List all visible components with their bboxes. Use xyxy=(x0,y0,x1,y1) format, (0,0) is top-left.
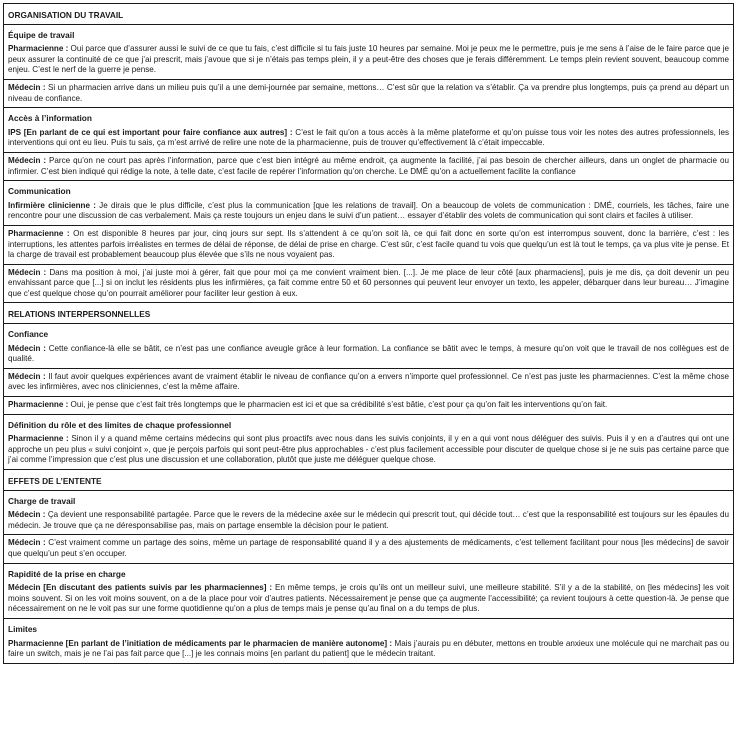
quote-text: Parce qu’on ne court pas après l’information, parce que c’est bien intégré au même endroit, ça augmente la facilité, j’ai pas besoin de chercher ailleurs, dans un onglet de pharmacie ou infirmier. C’est bien indiqué qui rédige la note, à telle date, c’est facile de repérer l’information qu’on cherche. Le DMÉ qu’on a actuellement facilite la confiance xyxy=(8,155,729,176)
quote-speaker: Médecin : xyxy=(8,371,46,381)
quote-speaker: Pharmacienne : xyxy=(8,400,69,410)
quote-speaker: IPS [En parlant de ce qui est important pour faire confiance aux autres] : xyxy=(8,127,293,137)
quote-row xyxy=(3,226,734,265)
quote-text: On est disponible 8 heures par jour, cinq jours sur sept. Ils s’attendent à ce qu’on soit là, ce qui fait donc en sorte qu’on est interrompus souvent, donc la barrière, c’est : les interruptions, les attentes parfois irréalistes en termes de délai de réponse, de délai de prise en charge. C’est sûr, c’est facile quand tu vois que quelqu’un est là tout le temps, ça va plus vite je pense. Et la charge de travail est probablement beaucoup plus élevée que s’ils ne nous voyaient pas. xyxy=(8,228,729,260)
quote-speaker: Pharmacienne : xyxy=(8,228,70,238)
subsection-heading: Définition du rôle et des limites de chaque professionnel xyxy=(3,415,734,432)
section-heading: ORGANISATION DU TRAVAIL xyxy=(3,4,734,25)
quote-speaker: Médecin : xyxy=(8,510,46,520)
quote-speaker: Pharmacienne [En parlant de l’initiation de médicaments par le pharmacien de manière autonome] : xyxy=(8,638,393,648)
quote-row xyxy=(3,636,734,664)
quote-text: C’est le fait qu’on a tous accès à la même plateforme et qu’on puisse tous voir les notes des autres professionnels, les interventions qui ont eu lieu. Puis tu sais, ça m’est arrivé de relire une note de la pharmacienne, puis de trouver qu’effectivement là c’était impeccable. xyxy=(8,127,729,148)
quote-speaker: Pharmacienne : xyxy=(8,434,69,444)
quote-row xyxy=(3,535,734,563)
quote-text: Cette confiance-là elle se bâtit, ce n’est pas une confiance aveugle grâce à leur formation. La confiance se bâtit avec le temps, à mesure qu’on voit que le travail de nos collègues est de qualité. xyxy=(8,343,729,364)
quote-speaker: Pharmacienne : xyxy=(8,44,69,54)
subsection-heading: Communication xyxy=(3,181,734,198)
quote-text: Ça devient une responsabilité partagée. Parce que le revers de la médecine axée sur le médecin qui prescrit tout, qui décide tout… c’est que la responsabilité est toujours sur les épaules du médecin. Je trouve que ça ne déresponsabilise pas, mais on partage ensemble la décision pour le patient. xyxy=(8,510,730,530)
quote-speaker: Médecin : xyxy=(8,343,46,353)
subsection-heading: Équipe de travail xyxy=(3,25,734,42)
quote-text: Il faut avoir quelques expériences avant de vraiment établir le niveau de confiance qu’on a envers n’importe quel professionnel. Ce n’est pas juste les pharmaciennes. C’est la même chose avec les infirmières, avec nos cliniciennes, c’est la même affaire. xyxy=(8,371,729,392)
subsection-heading: Accès à l’information xyxy=(3,108,734,125)
quote-text: C’est vraiment comme un partage des soins, même un partage de responsabilité quand il y a des ajustements de médicaments, c’est tellement facilitant pour nous [les médecins] de savoir que quelqu’un peut s’en occuper. xyxy=(8,538,729,558)
subsection-heading: Limites xyxy=(3,619,734,636)
quote-speaker: Médecin : xyxy=(8,82,46,92)
quote-speaker: Médecin : xyxy=(8,155,47,165)
quote-text: En même temps, je crois qu’ils ont un meilleur suivi, une meilleure stabilité. S’il y a de la stabilité, on [les médecins] les voit moins souvent. Si on les voit moins souvent, on a de la place pour voir d’autres patients. Nécessairement je pense que ça augmente l’accessibilité; ça revient toujours à cette question-là. Je pense que nécessairement on ne le voit pas sur une forme quotidienne qu’on a plus de temps mais je pense qu’au final on a du temps de plus. xyxy=(8,583,729,614)
quote-text: Si un pharmacien arrive dans un milieu puis qu’il a une demi-journée par semaine, mettons… C’est sûr que la relation va s’établir. Ça va prendre plus longtemps, puis ça prend au départ un niveau de confiance. xyxy=(8,82,729,103)
quote-row xyxy=(3,580,734,619)
quote-row xyxy=(3,397,734,415)
quote-row xyxy=(3,507,734,535)
quote-row xyxy=(3,153,734,181)
subsection-heading: Charge de travail xyxy=(3,491,734,508)
quote-speaker: Médecin [En discutant des patients suivis par les pharmaciennes] : xyxy=(8,583,273,593)
quote-row xyxy=(3,125,734,153)
quote-speaker: Infirmière clinicienne : xyxy=(8,200,96,210)
section-heading: RELATIONS INTERPERSONNELLES xyxy=(3,303,734,324)
quote-speaker: Médecin : xyxy=(8,267,47,277)
subsection-heading: Rapidité de la prise en charge xyxy=(3,564,734,581)
quote-text: Je dirais que le plus difficile, c’est plus la communication [que les relations de travail]. On a beaucoup de volets de communication : DMÉ, courriels, les tâches, faire une rencontre pour une discussion de cas verbalement. Mais ça reste toujours un enjeu dans le suivi d’un patient… essayer d’établir des volets de communication qui sont clairs et faciles à utiliser. xyxy=(8,200,729,221)
quote-text: Oui, je pense que c’est fait très longtemps que le pharmacien est ici et que sa crédibilité s’est bâtie, c’est pour ça qu’on fait les interventions qu’on fait. xyxy=(68,400,608,410)
subsection-heading: Confiance xyxy=(3,324,734,341)
quote-row xyxy=(3,431,734,470)
quote-speaker: Médecin : xyxy=(8,538,46,548)
quote-row xyxy=(3,80,734,108)
quote-row xyxy=(3,41,734,80)
qualitative-findings-table xyxy=(3,3,734,664)
quote-text: Oui parce que d’assurer aussi le suivi de ce que tu fais, c’est difficile si tu fais juste 10 heures par semaine. Moi je peux me le permettre, puis je me sens à l’aise de le faire parce que je peux assurer la continuité de ce que j’ai prescrit, mais j’avoue que si je n’étais pas temps plein, il y a peut-être des choses que je ferais différemment. Le temps plein revient souvent, beaucoup comme enjeu. C’est le nerf de la guerre je pense. xyxy=(8,44,730,75)
quote-text: Mais j’aurais pu en débuter, mettons en trouble anxieux une molécule qui ne marchait pas ou faire un switch, mais je ne l’ai pas fait parce que [...] je les connais moins [en parlant du patient] que le médecin traitant. xyxy=(8,638,729,659)
quote-text: Dans ma position à moi, j’ai juste moi à gérer, fait que pour moi ça me convient vraiment bien. [...]. Je me place de leur côté [aux pharmaciens], puis je me dis, ça doit devenir un peu envahissant parce que [...] si on inclut les résidents plus les infirmières, ça fait comme entre 50 et 60 personnes qui peuvent leur envoyer un texto, les appeler, débarquer dans leur bureau… J’imagine que c’est quelque chose qu’on pourrait améliorer pour faciliter leur gestion à eux. xyxy=(8,267,729,298)
quote-row xyxy=(3,198,734,226)
quote-row xyxy=(3,265,734,304)
quote-row xyxy=(3,341,734,369)
quote-row xyxy=(3,369,734,397)
section-heading: EFFETS DE L’ENTENTE xyxy=(3,470,734,491)
quote-text: Sinon il y a quand même certains médecins qui sont plus proactifs avec nous dans les suivis conjoints, il y en a qui vont nous déléguer des suivis. Puis il y en a d’autres qui ont une approche un peu plus « suivi conjoint », que je perçois parfois qui sont peut-être plus approchables - c’est plus facilement accessible pour discuter de quelque chose si je ne suis pas certaine parce que j’ai comme l’impression que c’est plus une discussion et une collaboration, plutôt que juste me déléguer quelque chose. xyxy=(8,434,729,465)
